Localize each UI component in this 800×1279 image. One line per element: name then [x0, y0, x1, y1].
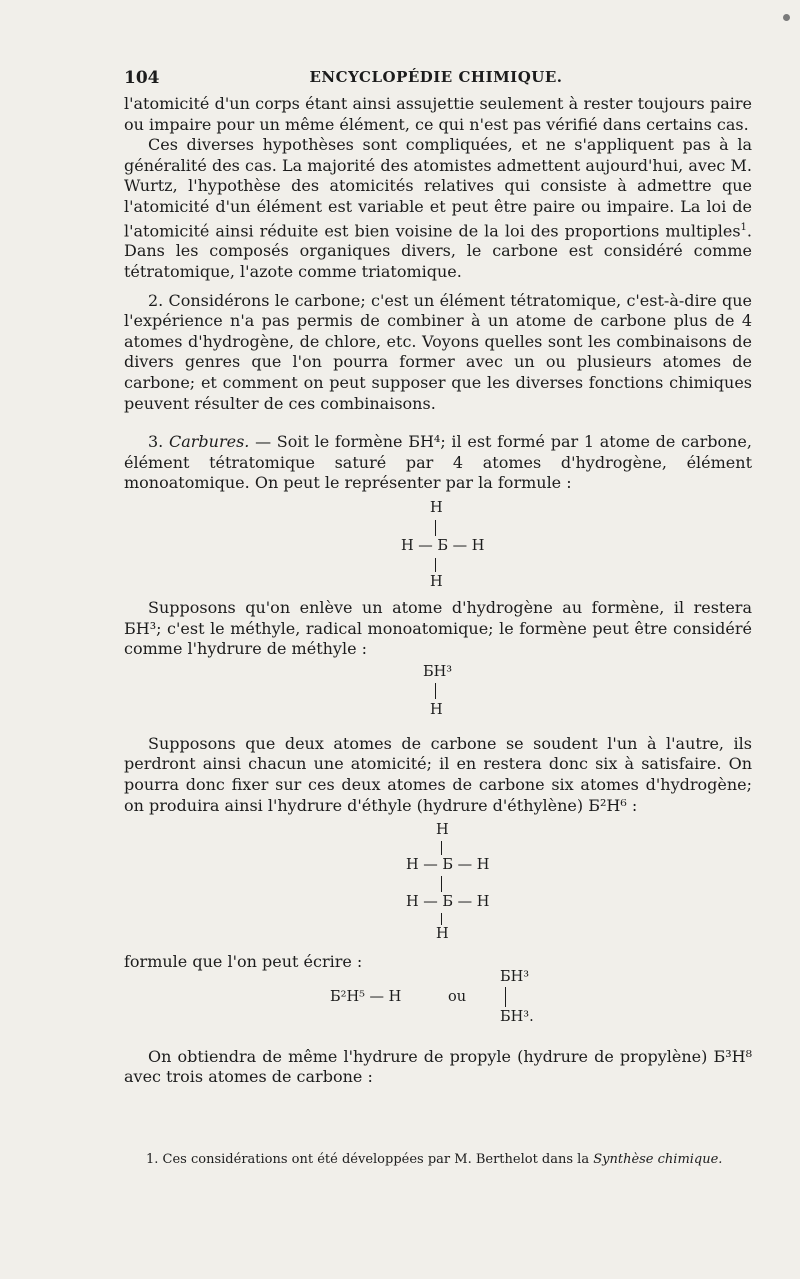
ink-spot [783, 14, 790, 21]
paragraph-2-text-b: . Dans les composés organiques divers, le carbone est considéré comme tétratomique, l'azote comme triatomique. [124, 220, 752, 282]
paragraph-2 [124, 135, 752, 282]
methyl-formula [378, 660, 498, 730]
methane-bottom-h: H [430, 574, 443, 591]
methane-top-h: H [430, 500, 443, 517]
ethane-linear: Ƃ²H⁵ — H [330, 988, 402, 1005]
paragraph-4-text: — Soit le formène ƂH⁴; il est formé par 1 atome de carbone, élément tétratomique saturé par 4 atomes d'hydrogène, élément monoatomique. On peut le représenter par la formule : [124, 432, 752, 493]
footnote-number: 1. [146, 1152, 159, 1167]
paragraph-1: l'atomicité d'un corps étant ainsi assujettie seulement à rester toujours paire ou impaire pour un même élément, ce qui n'est pas vérifié dans certains cas. [124, 94, 752, 134]
paragraph-3: 2. Considérons le carbone; c'est un élément tétratomique, c'est-à-dire que l'expérience n'a pas permis de combiner à un atome de carbone plus de 4 atomes d'hydrogène, de chlore, etc. Voyons quelles sont les combinaisons de divers genres que l'on pourra former avec un ou plusieurs atomes de carbone; et comment on peut supposer que les diverses fonctions chimiques peuvent résulter de ces combinaisons. [124, 290, 752, 413]
methane-formula [378, 494, 498, 598]
methane-middle-row: H — Ƃ — H [401, 538, 485, 555]
ethane-ou: ou [448, 988, 467, 1005]
paragraph-4 [124, 432, 752, 494]
ethane-alt-top: ƂH³ [500, 968, 530, 985]
methyl-top: ƂH³ [423, 663, 453, 680]
section-number: 3. [148, 432, 164, 452]
ethane-top-h: H [436, 822, 449, 839]
ethane-bottom-h: H [436, 926, 449, 943]
ethane-alt-bottom: ƂH³. [500, 1008, 534, 1025]
paragraph-6: Supposons que deux atomes de carbone se soudent l'un à l'autre, ils perdront ainsi chacun une atomicité; il en restera donc six à satisfaire. On pourra donc fixer sur ces deux atomes de carbone six atomes d'hydrogène; on produira ainsi l'hydrure d'éthyle (hydrure d'éthylène) Ƃ²H⁶ : [124, 733, 752, 815]
methyl-bottom: H [430, 701, 443, 718]
running-head [124, 68, 748, 92]
page-number: 104 [124, 68, 160, 88]
footnote-book-title: Synthèse chimique. [593, 1152, 723, 1167]
ethane-formula [378, 816, 518, 952]
header-title: ENCYCLOPÉDIE CHIMIQUE. [309, 68, 563, 86]
paragraph-8: On obtiendra de même l'hydrure de propyle (hydrure de propylène) Ƃ³H⁸ avec trois atomes de carbone : [124, 1046, 752, 1087]
footnote-text: Ces considérations ont été développées par M. Berthelot dans la [162, 1152, 590, 1167]
paragraph-5: Supposons qu'on enlève un atome d'hydrogène au formène, il restera ƂH³; c'est le méthyle, radical monoatomique; le formène peut être considéré comme l'hydrure de méthyle : [124, 598, 752, 659]
paragraph-2-text-a: Ces diverses hypothèses sont compliquées, et ne s'appliquent pas à la généralité des cas. La majorité des atomistes admettent aujourd'hui, avec M. Wurtz, l'hypothèse des atomicités relatives qui consiste à admettre que l'atomicité d'un élément est variable et peut être paire ou impaire. La loi de l'atomicité ainsi réduite est bien voisine de la loi des proportions multiples [124, 135, 752, 240]
ethane-row-1: H — Ƃ — H [406, 857, 490, 874]
ethane-row-2: H — Ƃ — H [406, 894, 490, 911]
paragraph-7: formule que l'on peut écrire : [124, 952, 363, 972]
section-title: Carbures. [168, 432, 250, 452]
ethane-alt-formula [330, 965, 630, 1035]
footnote-ref: 1 [740, 221, 747, 233]
body-text [124, 94, 752, 1088]
footnote [146, 1151, 746, 1168]
